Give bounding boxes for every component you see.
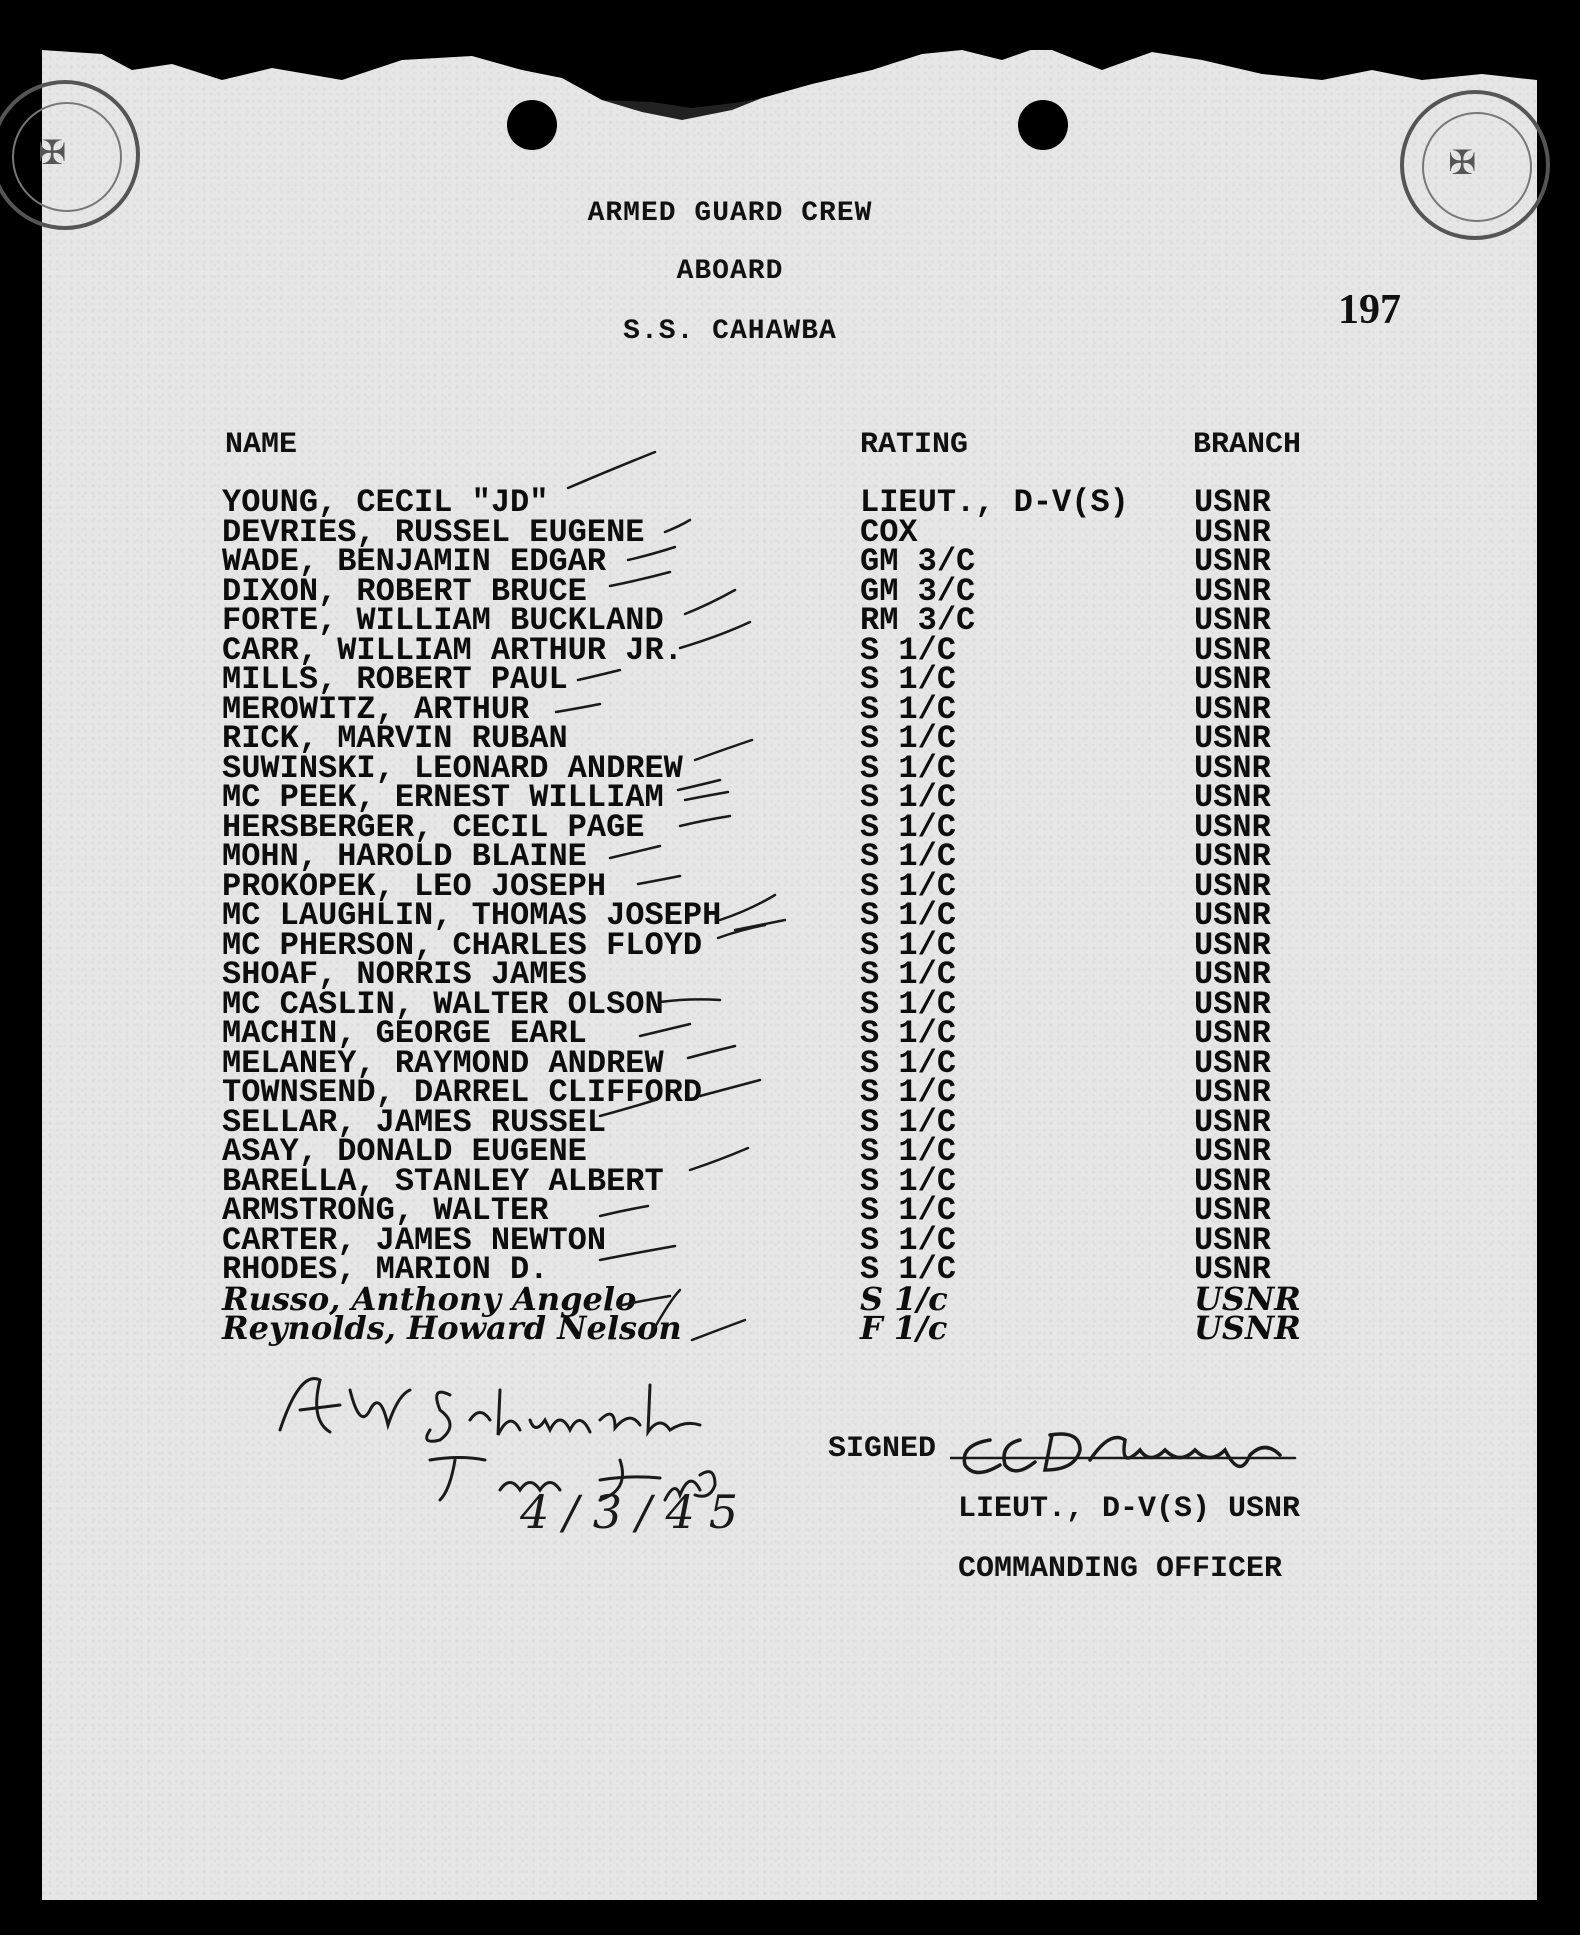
crew-name: SUWINSKI, LEONARD ANDREW — [222, 749, 683, 787]
crew-rating: S 1/C — [860, 661, 957, 698]
crew-rating: S 1/C — [860, 1221, 957, 1259]
crew-rating: F 1/c — [860, 1309, 948, 1347]
crew-rating: S 1/C — [860, 808, 957, 846]
crew-name: CARTER, JAMES NEWTON — [222, 1221, 607, 1259]
crew-name: CARR, WILLIAM ARTHUR JR. — [222, 631, 683, 669]
crew-rating: S 1/C — [860, 779, 957, 816]
crew-name: ARMSTRONG, WALTER — [222, 1192, 549, 1229]
crew-branch: USNR — [1194, 867, 1271, 905]
crew-name: BARELLA, STANLEY ALBERT — [222, 1162, 664, 1200]
crew-branch: USNR — [1194, 690, 1271, 728]
crew-name: YOUNG, CECIL "JD" — [222, 484, 549, 521]
crew-rating: COX — [860, 513, 918, 551]
eagle-icon: ✠ — [39, 128, 66, 178]
crew-branch: USNR — [1194, 720, 1271, 757]
crew-rating: S 1/C — [860, 690, 957, 728]
crew-rating: S 1/c — [860, 1279, 948, 1318]
crew-name: DIXON, ROBERT BRUCE — [222, 572, 587, 610]
crew-name: TOWNSEND, DARREL CLIFFORD — [222, 1074, 703, 1111]
crew-branch: USNR — [1194, 1192, 1271, 1229]
crew-name: RICK, MARVIN RUBAN — [222, 720, 568, 757]
punch-hole-left — [507, 100, 557, 150]
crew-branch: USNR — [1194, 1251, 1271, 1288]
crew-branch: USNR — [1194, 1279, 1301, 1318]
crew-branch: USNR — [1194, 838, 1271, 875]
crew-branch: USNR — [1194, 956, 1271, 993]
crew-branch: USNR — [1194, 749, 1271, 787]
crew-name: MC CASLIN, WALTER OLSON — [222, 985, 664, 1023]
crew-rating: GM 3/C — [860, 572, 976, 610]
crew-branch: USNR — [1194, 602, 1271, 639]
title-line-3: S.S. CAHAWBA — [623, 316, 837, 347]
crew-name: FORTE, WILLIAM BUCKLAND — [222, 602, 664, 639]
crew-rating: S 1/C — [860, 1162, 957, 1200]
crew-rating: S 1/C — [860, 926, 957, 964]
crew-rating: S 1/C — [860, 720, 957, 757]
crew-branch: USNR — [1194, 631, 1271, 669]
signed-label: SIGNED — [828, 1432, 937, 1466]
crew-name: SELLAR, JAMES RUSSEL — [222, 1103, 607, 1141]
crew-rating: LIEUT., D-V(S) — [860, 484, 1129, 521]
crew-name: MELANEY, RAYMOND ANDREW — [222, 1044, 664, 1082]
crew-branch: USNR — [1194, 1044, 1271, 1082]
crew-branch: USNR — [1194, 897, 1271, 934]
crew-branch: USNR — [1194, 513, 1271, 551]
crew-branch: USNR — [1194, 779, 1271, 816]
crew-branch: USNR — [1194, 1221, 1271, 1259]
inspector-date: 4/3/45 — [520, 1485, 753, 1539]
crew-name: MOHN, HAROLD BLAINE — [222, 838, 587, 875]
crew-name: WADE, BENJAMIN EDGAR — [222, 543, 607, 580]
crew-name: RHODES, MARION D. — [222, 1251, 549, 1288]
crew-rating: S 1/C — [860, 749, 957, 787]
page-number: 197 — [1338, 287, 1401, 333]
crew-name: SHOAF, NORRIS JAMES — [222, 956, 587, 993]
title-line-1: ARMED GUARD CREW — [587, 198, 873, 229]
crew-rating: GM 3/C — [860, 543, 976, 580]
crew-name: MACHIN, GEORGE EARL — [222, 1015, 587, 1052]
crew-roster-table — [222, 484, 1394, 1347]
crew-rating: RM 3/C — [860, 602, 976, 639]
crew-branch: USNR — [1194, 1162, 1271, 1200]
column-header-rating: RATING — [860, 428, 969, 462]
crew-branch: USNR — [1194, 1133, 1271, 1170]
crew-name: MEROWITZ, ARTHUR — [222, 690, 530, 728]
title-line-2: ABOARD — [676, 256, 784, 287]
crew-rating: S 1/C — [860, 1103, 957, 1141]
punch-hole-right — [1018, 100, 1068, 150]
crew-branch: USNR — [1194, 1015, 1271, 1052]
crew-rating: S 1/C — [860, 1074, 957, 1111]
crew-branch: USNR — [1194, 985, 1271, 1023]
crew-rating: S 1/C — [860, 1192, 957, 1229]
torn-edge — [42, 40, 1537, 120]
crew-rating: S 1/C — [860, 985, 957, 1023]
crew-branch: USNR — [1194, 1074, 1271, 1111]
crew-name: Reynolds, Howard Nelson — [222, 1309, 682, 1347]
table-row-handwritten — [222, 1314, 1394, 1344]
crew-rating: S 1/C — [860, 867, 957, 905]
crew-branch: USNR — [1194, 1103, 1271, 1141]
eagle-icon: ✠ — [1449, 138, 1476, 188]
crew-rating: S 1/C — [860, 631, 957, 669]
crew-branch: USNR — [1194, 572, 1271, 610]
column-header-name: NAME — [225, 428, 298, 462]
crew-branch: USNR — [1194, 808, 1271, 846]
crew-rating: S 1/C — [860, 956, 957, 993]
column-header-branch: BRANCH — [1193, 428, 1302, 462]
crew-rating: S 1/C — [860, 838, 957, 875]
crew-name: DEVRIES, RUSSEL EUGENE — [222, 513, 645, 551]
crew-name: PROKOPEK, LEO JOSEPH — [222, 867, 607, 905]
commanding-officer-signature — [950, 1420, 1340, 1490]
crew-rating: S 1/C — [860, 1015, 957, 1052]
crew-name: MILLS, ROBERT PAUL — [222, 661, 568, 698]
crew-branch: USNR — [1194, 484, 1271, 521]
crew-branch: USNR — [1194, 543, 1271, 580]
crew-name: HERSBERGER, CECIL PAGE — [222, 808, 645, 846]
crew-name: MC LAUGHLIN, THOMAS JOSEPH — [222, 897, 722, 934]
crew-rating: S 1/C — [860, 1044, 957, 1082]
crew-rating: S 1/C — [860, 1133, 957, 1170]
rank-line: LIEUT., D-V(S) USNR — [958, 1492, 1301, 1526]
role-line: COMMANDING OFFICER — [958, 1552, 1283, 1586]
crew-branch: USNR — [1194, 661, 1271, 698]
crew-name: MC PHERSON, CHARLES FLOYD — [222, 926, 703, 964]
crew-rating: S 1/C — [860, 1251, 957, 1288]
crew-name: Russo, Anthony Angelo — [222, 1279, 637, 1318]
crew-name: ASAY, DONALD EUGENE — [222, 1133, 587, 1170]
crew-branch: USNR — [1194, 1309, 1301, 1347]
crew-name: MC PEEK, ERNEST WILLIAM — [222, 779, 664, 816]
crew-branch: USNR — [1194, 926, 1271, 964]
crew-rating: S 1/C — [860, 897, 957, 934]
